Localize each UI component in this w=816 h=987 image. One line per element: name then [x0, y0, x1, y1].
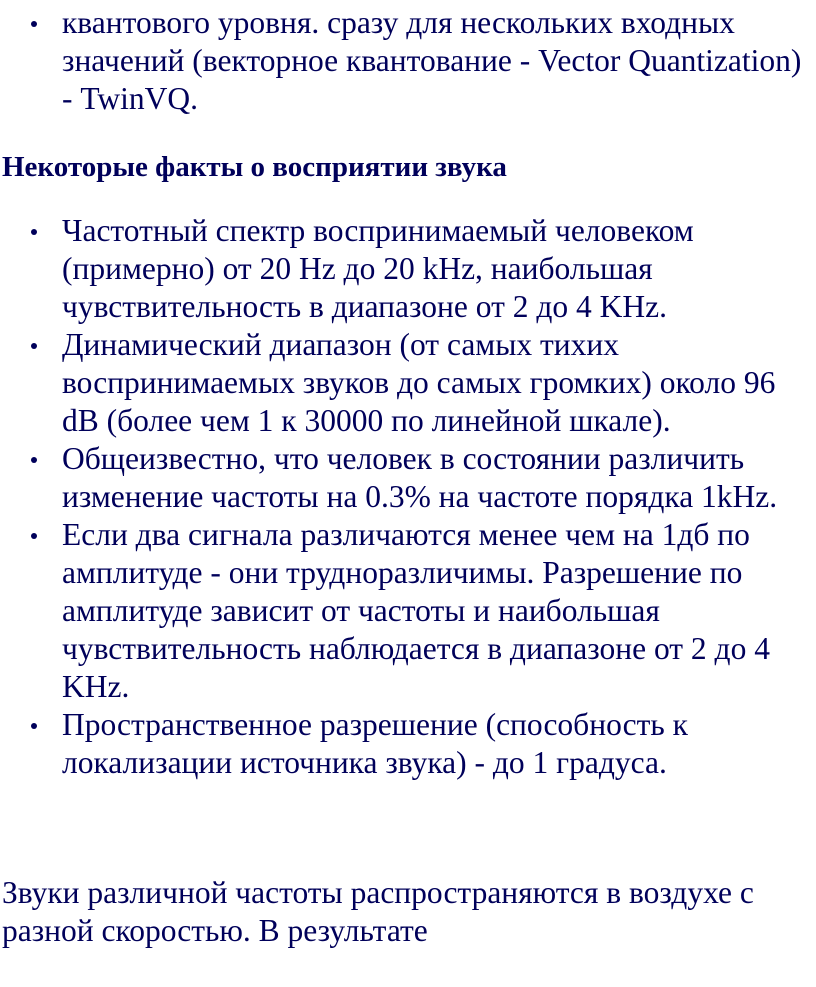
continued-bullet-list: [0, 4, 816, 118]
list-item: Динамический диапазон (от самых тихих воспринимаемых звуков до самых громких) около 96 dB (более чем 1 к 30000 по линейной шкале).: [0, 326, 816, 440]
section-heading: Некоторые факты о восприятии звука: [2, 151, 507, 183]
list-item: Частотный спектр воспринимаемый человеком (примерно) от 20 Hz до 20 kHz, наибольшая чувствительность в диапазоне от 2 до 4 KHz.: [0, 212, 816, 326]
list-item: Если два сигнала различаются менее чем на 1дб по амплитуде - они трудноразличимы. Разрешение по амплитуде зависит от частоты и наибольшая чувствительность наблюдается в диапазоне от 2 до 4 KHz.: [0, 516, 816, 706]
closing-paragraph: Звуки различной частоты распространяются в воздухе с разной скоростью. В результате: [2, 875, 754, 948]
list-item: Пространственное разрешение (способность к локализации источника звука) - до 1 градуса.: [0, 706, 816, 782]
facts-bullet-list: [0, 212, 816, 782]
list-item: Общеизвестно, что человек в состоянии различить изменение частоты на 0.3% на частоте порядка 1kHz.: [0, 440, 816, 516]
list-item: квантового уровня. сразу для нескольких входных значений (векторное квантование - Vector Quantization) - TwinVQ.: [0, 4, 816, 118]
